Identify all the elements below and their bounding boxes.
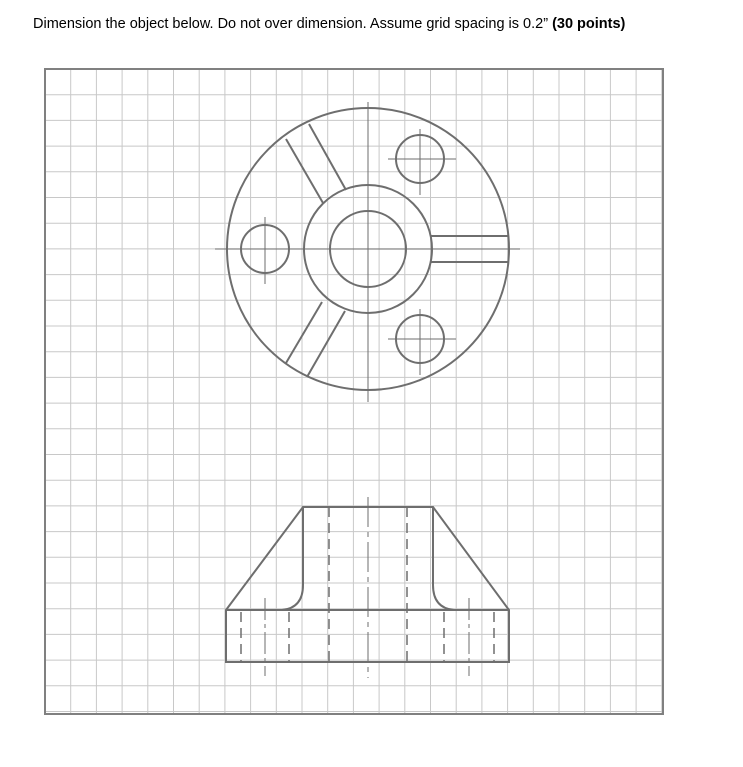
bolt-hole-lower-right <box>388 309 456 375</box>
front-view <box>226 497 509 678</box>
bolt-hole-left <box>241 217 289 284</box>
rib-upper-left <box>286 124 346 203</box>
drawing-frame <box>45 69 663 714</box>
bolt-hole-upper-right <box>388 129 456 195</box>
points-label: (30 points) <box>552 16 626 32</box>
instruction-main: Dimension the object below. Do not over dimension. Assume grid spacing is 0.2” <box>33 16 549 32</box>
top-view <box>215 102 520 402</box>
grid <box>45 69 663 714</box>
rib-lower-left <box>286 302 345 377</box>
